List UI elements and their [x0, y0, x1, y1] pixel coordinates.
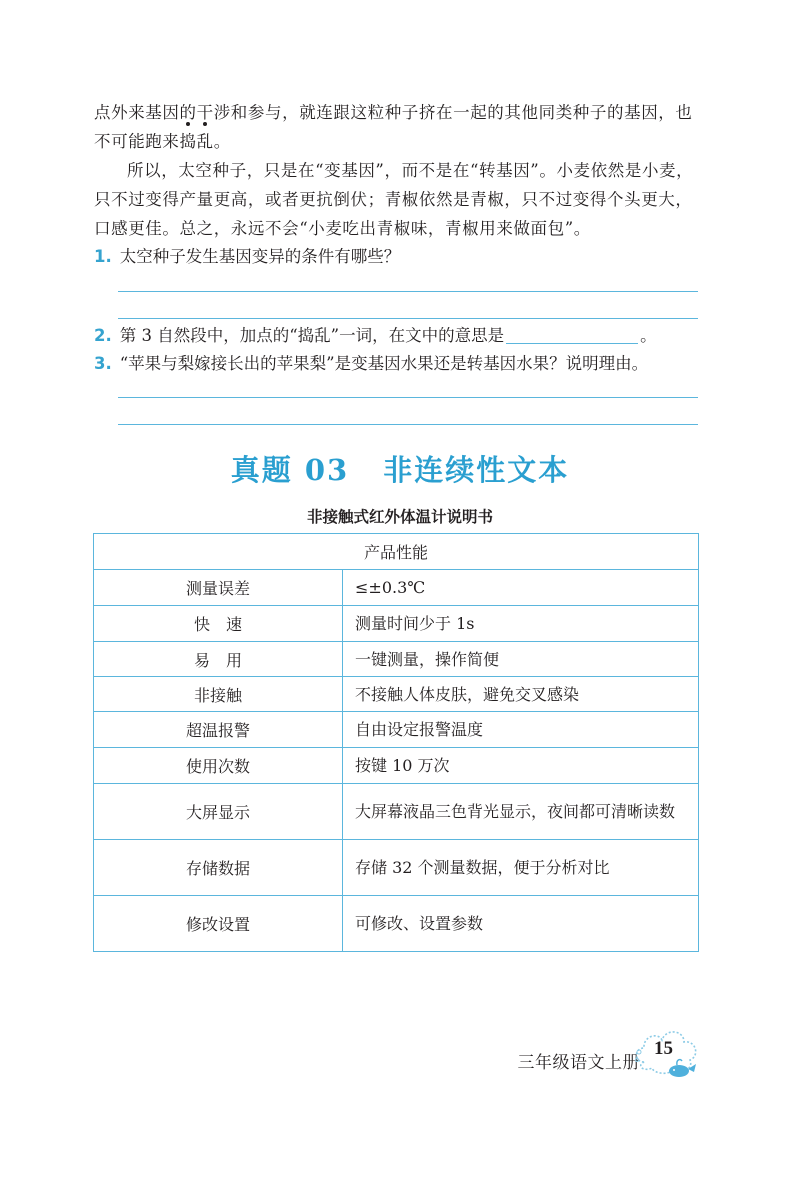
- question-3: [94, 352, 648, 376]
- table-row: [94, 712, 699, 748]
- page-badge: [630, 1022, 704, 1086]
- question-2: 2. 第 3 自然段中，加点的“捣乱”一词，在文中的意思是 。: [94, 326, 657, 345]
- feature-cell: 快 速: [94, 606, 343, 642]
- feature-cell: 大屏显示: [94, 784, 343, 840]
- answer-line[interactable]: [118, 424, 698, 425]
- fill-in-blank[interactable]: [506, 325, 638, 344]
- page-number: 15: [654, 1038, 673, 1059]
- feature-cell: 易 用: [94, 642, 343, 677]
- question-text: “苹果与梨嫁接长出的苹果梨”是变基因水果还是转基因水果？说明理由。: [119, 354, 649, 373]
- reading-passage: [94, 98, 706, 243]
- question-text: 第 3 自然段中，加点的“捣乱”一词，在文中的意思是: [119, 326, 505, 345]
- section-label: 真题 03: [230, 453, 350, 487]
- table-row: [94, 570, 699, 606]
- desc-cell: 测量时间少于 1s: [343, 606, 699, 642]
- table-row: [94, 784, 699, 840]
- answer-line[interactable]: [118, 397, 698, 398]
- table-row: [94, 642, 699, 677]
- feature-cell: 超温报警: [94, 712, 343, 748]
- section-title: [0, 448, 800, 489]
- feature-cell: 使用次数: [94, 748, 343, 784]
- spec-table: [93, 533, 699, 952]
- table-row: [94, 896, 699, 952]
- desc-cell: 可修改、设置参数: [343, 896, 699, 952]
- question-1: [94, 245, 400, 269]
- book-title: 三年级语文上册: [517, 1053, 640, 1073]
- desc-cell: 自由设定报警温度: [343, 712, 699, 748]
- desc-cell: 一键测量，操作简便: [343, 642, 699, 677]
- table-row: [94, 748, 699, 784]
- dotted-char: 乱: [197, 127, 214, 156]
- table-row: [94, 840, 699, 896]
- section-name: 非连续性文本: [383, 453, 570, 487]
- table-header: 产品性能: [94, 534, 699, 570]
- desc-cell: 按键 10 万次: [343, 748, 699, 784]
- paragraph-1: 点外来基因的干涉和参与，就连跟这粒种子挤在一起的其他同类种子的基因，也不可能跑来捣乱。: [94, 98, 706, 156]
- question-text: 太空种子发生基因变异的条件有哪些？: [119, 247, 401, 266]
- answer-line[interactable]: [118, 318, 698, 319]
- table-header-row: [94, 534, 699, 570]
- table-row: [94, 606, 699, 642]
- feature-cell: 测量误差: [94, 570, 343, 606]
- desc-cell: 大屏幕液晶三色背光显示，夜间都可清晰读数: [343, 784, 699, 840]
- question-number: 3.: [94, 354, 112, 373]
- feature-cell: 修改设置: [94, 896, 343, 952]
- table-row: [94, 677, 699, 712]
- desc-cell: 存储 32 个测量数据，便于分析对比: [343, 840, 699, 896]
- paragraph-2: 所以，太空种子，只是在“变基因”，而不是在“转基因”。小麦依然是小麦，只不过变得产量更高，或者更抗倒伏；青椒依然是青椒，只不过变得个头更大，口感更佳。总之，永远不会“小麦吃出青椒味，青椒用来做面包”。: [94, 161, 694, 238]
- feature-cell: 存储数据: [94, 840, 343, 896]
- dotted-char: 捣: [180, 127, 197, 156]
- question-number: 1.: [94, 247, 112, 266]
- answer-line[interactable]: [118, 291, 698, 292]
- desc-cell: 不接触人体皮肤，避免交叉感染: [343, 677, 699, 712]
- question-number: 2.: [94, 326, 112, 345]
- desc-cell: ≤±0.3℃: [343, 570, 699, 606]
- table-caption: 非接触式红外体温计说明书: [306, 508, 493, 526]
- feature-cell: 非接触: [94, 677, 343, 712]
